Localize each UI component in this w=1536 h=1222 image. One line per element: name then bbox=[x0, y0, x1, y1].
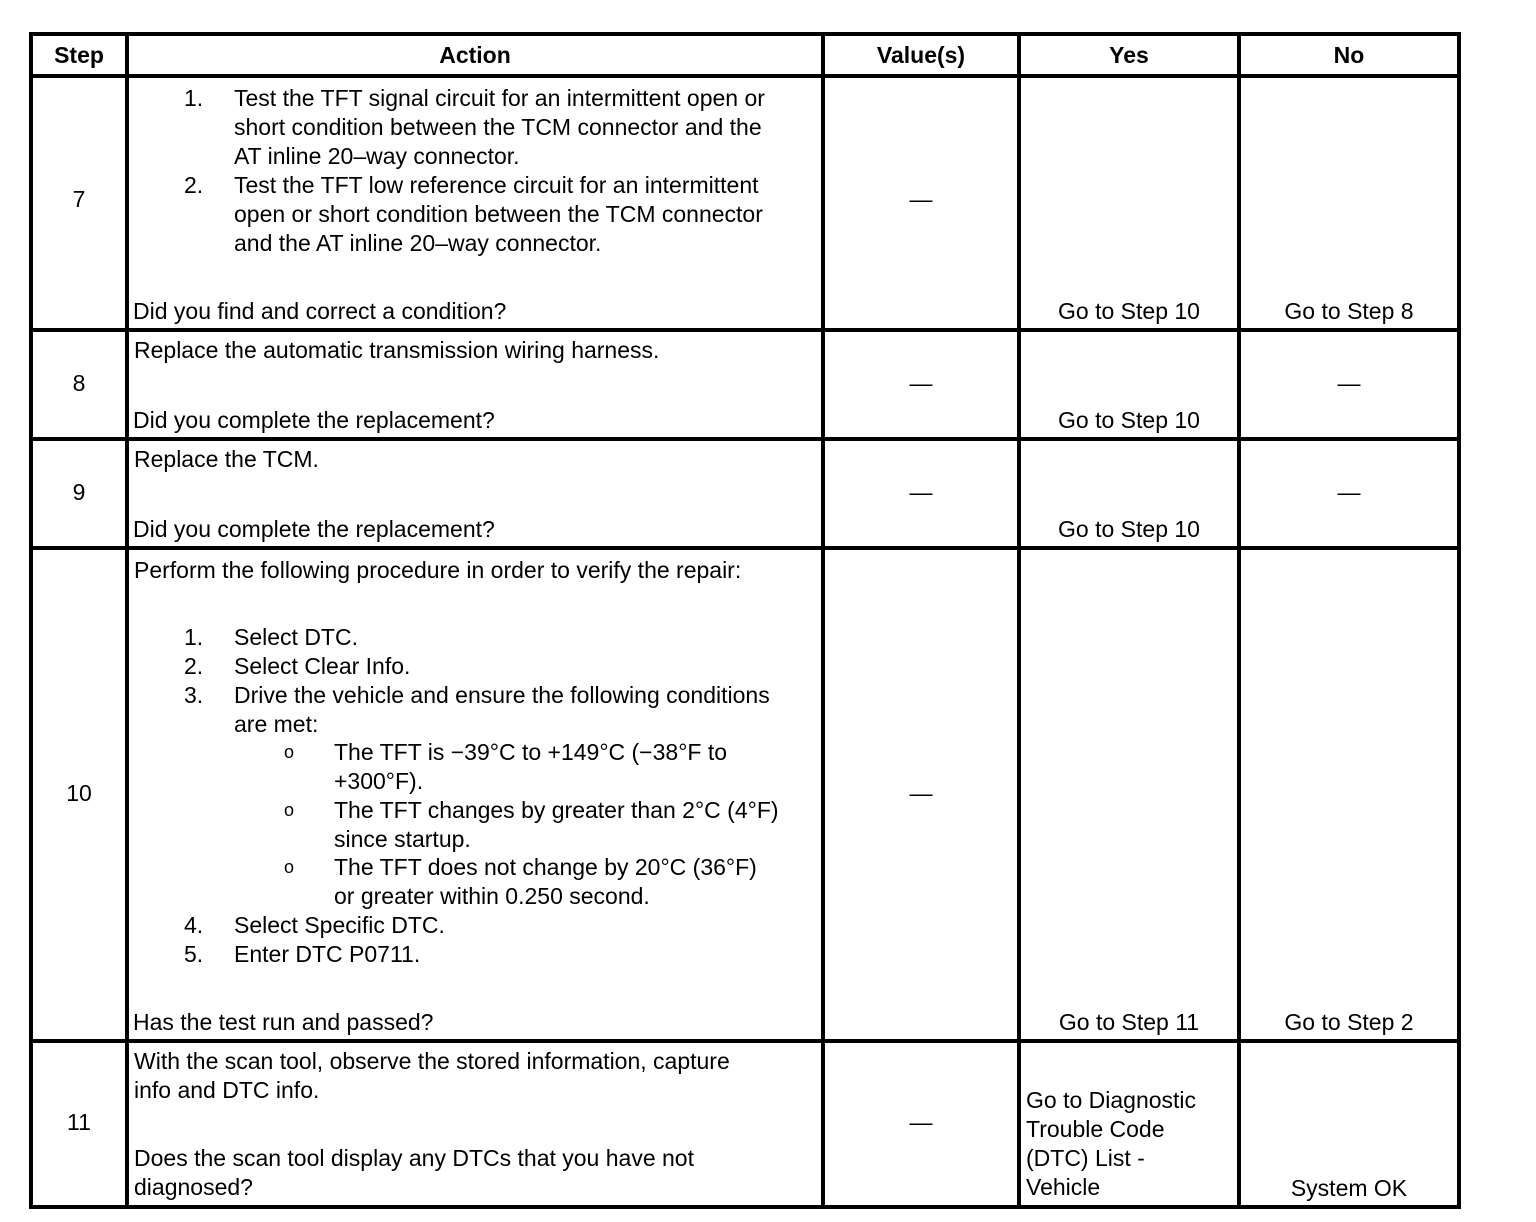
header-values: Value(s) bbox=[823, 34, 1019, 76]
question-text: Did you complete the replacement? bbox=[133, 516, 495, 542]
question-text: Has the test run and passed? bbox=[133, 1009, 434, 1035]
value-cell: — bbox=[823, 330, 1019, 439]
yes-cell: Go to Step 10 bbox=[1019, 439, 1239, 548]
header-yes: Yes bbox=[1019, 34, 1239, 76]
no-cell: System OK bbox=[1239, 1041, 1459, 1207]
table-row bbox=[31, 330, 1459, 439]
no-cell: — bbox=[1239, 330, 1459, 439]
action-cell bbox=[127, 439, 823, 548]
yes-text: Go to Diagnostic bbox=[1026, 1087, 1197, 1113]
yes-cell: Go to Step 10 bbox=[1019, 76, 1239, 330]
action-cell: 1. Test the TFT signal circuit for an intermittent open or short condition between the TCM connector and the AT inline 20–way connector. 2. Test the TFT low reference circuit for an intermittent open or short condition between the TCM connector and the AT inline 20–way connector. Did you find and correct a condition? bbox=[127, 76, 823, 330]
action-cell bbox=[127, 1041, 823, 1207]
action-text: With the scan tool, observe the stored information, capture bbox=[134, 1048, 730, 1074]
question-text: Did you complete the replacement? bbox=[133, 407, 495, 433]
bullet-icon: o bbox=[284, 800, 295, 820]
table-row bbox=[31, 76, 1459, 330]
action-text: info and DTC info. bbox=[134, 1077, 320, 1103]
step-cell bbox=[31, 548, 127, 1041]
question-text: Did you find and correct a condition? bbox=[133, 298, 507, 324]
step-cell bbox=[31, 439, 127, 548]
yes-cell: Go to Step 11 bbox=[1019, 548, 1239, 1041]
table-row bbox=[31, 439, 1459, 548]
step-number: 8 bbox=[72, 370, 86, 396]
value-cell: — bbox=[823, 548, 1019, 1041]
header-row bbox=[31, 34, 1459, 76]
step-number: 9 bbox=[72, 479, 86, 505]
step-number: 7 bbox=[72, 186, 86, 212]
yes-text: Trouble Code bbox=[1026, 1116, 1165, 1142]
question-text: Does the scan tool display any DTCs that you have not bbox=[134, 1145, 694, 1171]
value-cell: — bbox=[823, 1041, 1019, 1207]
step-number: 11 bbox=[67, 1109, 91, 1135]
value-cell: — bbox=[823, 76, 1019, 330]
yes-text: Vehicle bbox=[1026, 1174, 1101, 1200]
step-number: 10 bbox=[66, 780, 92, 806]
bullet-icon: o bbox=[284, 742, 295, 762]
step-cell bbox=[31, 76, 127, 330]
action-text: Perform the following procedure in order to verify the repair: bbox=[134, 557, 742, 583]
value-cell: — bbox=[823, 439, 1019, 548]
header-step: Step bbox=[31, 34, 127, 76]
table-row bbox=[31, 1041, 1459, 1207]
question-text: diagnosed? bbox=[134, 1174, 253, 1200]
table-row bbox=[31, 548, 1459, 1041]
step-cell bbox=[31, 330, 127, 439]
step-cell bbox=[31, 1041, 127, 1207]
action-text: Replace the automatic transmission wiring harness. bbox=[134, 337, 660, 363]
header-action: Action bbox=[127, 34, 823, 76]
header-no: No bbox=[1239, 34, 1459, 76]
no-cell: Go to Step 2 bbox=[1239, 548, 1459, 1041]
no-cell: Go to Step 8 bbox=[1239, 76, 1459, 330]
yes-text: (DTC) List - bbox=[1026, 1145, 1145, 1171]
no-cell: — bbox=[1239, 439, 1459, 548]
bullet-icon: o bbox=[284, 857, 295, 877]
action-text: Replace the TCM. bbox=[134, 446, 319, 472]
action-cell: Perform the following procedure in order to verify the repair: 1. Select DTC. 2. Select Clear Info. 3. Drive the vehicle and ensure the following conditions are met: o The TFT is −39°C to +149°C (−38°F to +300°F). o The TFT changes by greater than 2°C (4°F) since startup. o The TFT does not change by 20°C (36°F) or greater within 0.250 second. 4. Select Specific DTC. 5. Enter DTC P0711. Has the test run and passed? bbox=[127, 548, 823, 1041]
action-cell bbox=[127, 330, 823, 439]
diagnostic-table bbox=[29, 32, 1461, 1209]
yes-cell: Go to Step 10 bbox=[1019, 330, 1239, 439]
yes-cell bbox=[1019, 1041, 1239, 1207]
